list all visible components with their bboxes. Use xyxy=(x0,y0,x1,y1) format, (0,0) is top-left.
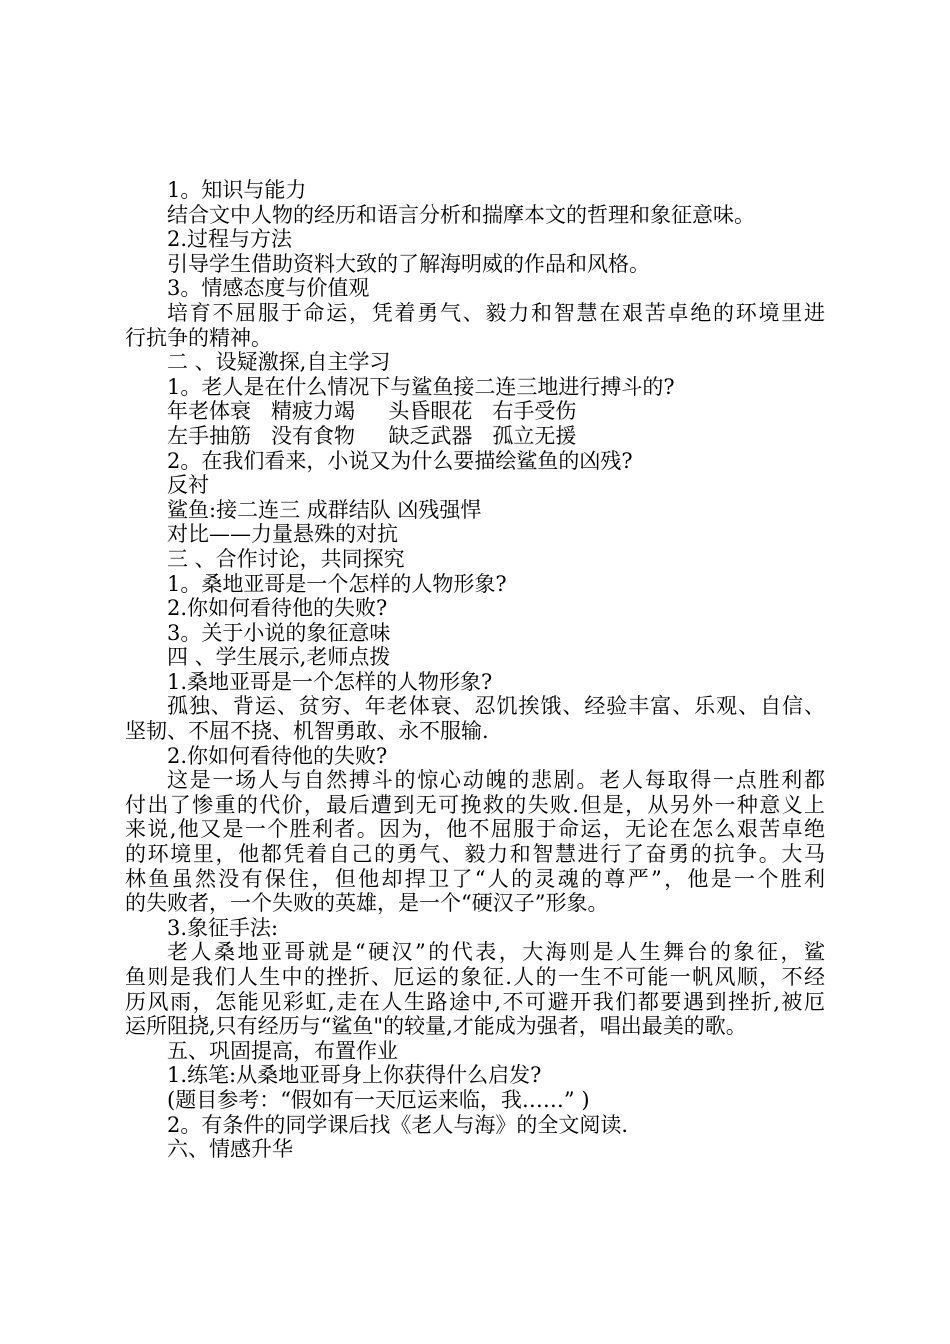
text-line: 鲨鱼:接二连三 成群结队 凶残强悍 xyxy=(167,497,482,522)
text-line: 引导学生借助资料大致的了解海明威的作品和风格。 xyxy=(167,251,650,276)
text-line: (题目参考：“假如有一天厄运来临，我……” ) xyxy=(167,1087,590,1112)
text-line: 反衬 xyxy=(167,473,209,498)
text-line: 左手抽筋 没有食物 缺乏武器 孤立无援 xyxy=(167,423,577,448)
text-line: 行抗争的精神。 xyxy=(125,325,272,350)
text-line: 六、情感升华 xyxy=(167,1137,293,1162)
text-line: 孤独、背运、贫穷、年老体衰、忍饥挨饿、经验丰富、乐观、自信、 xyxy=(167,694,825,719)
text-line: 五、巩固提高，布置作业 xyxy=(167,1038,398,1063)
text-line: 运所阻挠,只有经历与“鲨鱼"的较量,才能成为强者，唱出最美的歌。 xyxy=(125,1014,747,1039)
text-line: 付出了惨重的代价，最后遭到无可挽救的失败.但是，从另外一种意义上 xyxy=(125,792,825,817)
text-line: 1。桑地亚哥是一个怎样的人物形象? xyxy=(167,571,507,596)
text-line: 这是一场人与自然搏斗的惊心动魄的悲剧。老人每取得一点胜利都 xyxy=(167,768,825,793)
text-line: 四 、学生展示,老师点拨 xyxy=(167,645,391,670)
text-line: 培育不屈服于命运，凭着勇气、毅力和智慧在艰苦卓绝的环境里进 xyxy=(167,300,825,325)
text-line: 坚韧、不屈不挠、机智勇敢、永不服输. xyxy=(125,719,489,744)
text-line: 1。知识与能力 xyxy=(167,178,307,202)
text-line: 林鱼虽然没有保住，但他却捍卫了“人的灵魂的尊严”，他是一个胜利 xyxy=(125,866,825,891)
text-line: 3.象征手法: xyxy=(167,915,279,940)
text-line: 2。有条件的同学课后找《老人与海》的全文阅读. xyxy=(167,1112,629,1137)
text-line: 1。老人是在什么情况下与鲨鱼接二连三地进行搏斗的? xyxy=(167,374,675,399)
text-line: 1.桑地亚哥是一个怎样的人物形象? xyxy=(167,669,493,694)
text-line: 3。情感态度与价值观 xyxy=(167,276,370,301)
text-line: 三 、合作讨论，共同探究 xyxy=(167,546,405,571)
text-line: 历风雨，怎能见彩虹,走在人生路途中,不可避开我们都要遇到挫折,被厄 xyxy=(125,989,825,1014)
text-line: 结合文中人物的经历和语言分析和揣摩本文的哲理和象征意味。 xyxy=(167,202,755,227)
text-line: 鱼则是我们人生中的挫折、厄运的象征.人的一生不可能一帆风顺，不经 xyxy=(125,965,825,989)
text-line: 2.你如何看待他的失败? xyxy=(167,596,388,621)
document-body xyxy=(125,178,825,1162)
text-line: 2.你如何看待他的失败? xyxy=(167,743,388,768)
text-line: 1.练笔:从桑地亚哥身上你获得什么启发? xyxy=(167,1063,542,1088)
text-line: 二 、设疑激探,自主学习 xyxy=(167,350,391,375)
text-line: 老人桑地亚哥就是“硬汉”的代表，大海则是人生舞台的象征，鲨 xyxy=(167,940,825,965)
text-line: 的失败者，一个失败的英雄，是一个“硬汉子”形象。 xyxy=(125,891,609,916)
text-line: 3。关于小说的象征意味 xyxy=(167,620,391,645)
text-line: 对比——力量悬殊的对抗 xyxy=(167,522,398,547)
text-line: 年老体衰 精疲力竭 头昏眼花 右手受伤 xyxy=(167,399,577,424)
text-line: 2。在我们看来，小说又为什么要描绘鲨鱼的凶残? xyxy=(167,448,633,473)
text-line: 的环境里，他都凭着自己的勇气、毅力和智慧进行了奋勇的抗争。大马 xyxy=(125,842,825,867)
text-line: 2.过程与方法 xyxy=(167,227,293,252)
text-line: 来说,他又是一个胜利者。因为，他不屈服于命运，无论在怎么艰苦卓绝 xyxy=(125,817,825,842)
